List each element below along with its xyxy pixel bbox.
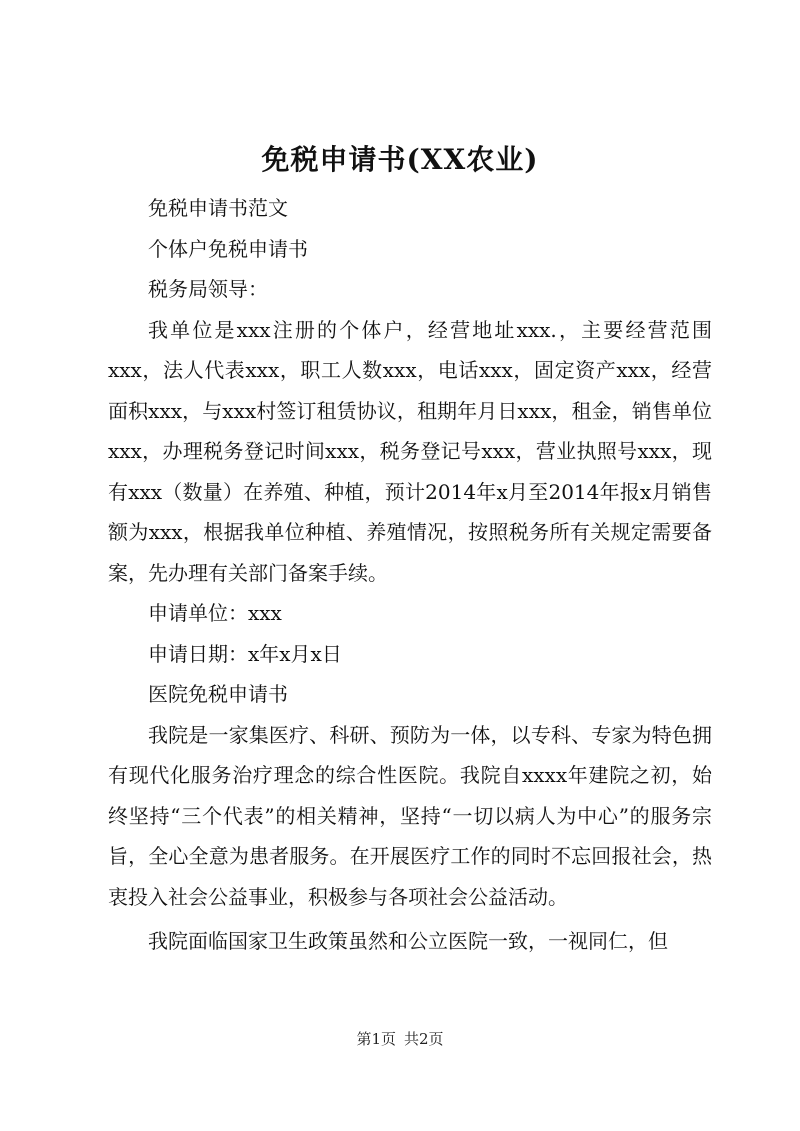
- paragraph-sample-heading: 免税申请书范文: [148, 196, 288, 220]
- document-title: 免税申请书(XX农业): [261, 143, 539, 176]
- paragraph-applicant: 申请单位：xxx: [148, 601, 282, 625]
- paragraph-application-date: 申请日期：x年x月x日: [148, 641, 342, 666]
- paragraph-hospital-heading: 医院免税申请书: [148, 682, 288, 706]
- paragraph-individual-body: 我单位是xxx注册的个体户，经营地址xxx.，主要经营范围xxx，法人代表xxx，职工人数xxx，电话xxx，固定资产xxx，经营面积xxx，与xxx村签订租赁协议，租期年月日xxx，租金，销售单位xxx，办理税务登记时间xxx，税务登记号xxx，营业执照号xxx，现有xxx（数量）在养殖、种植，预计2014年x月至2014年报x月销售额为xxx，根据我单位种植、养殖情况，按照税务所有关规定需要备案，先办理有关部门备案手续。: [108, 317, 712, 585]
- page-footer: [0, 1028, 800, 1050]
- document-body: [108, 188, 712, 962]
- paragraph-individual-heading: 个体户免税申请书: [148, 236, 308, 261]
- page-number: 第1页: [356, 1030, 396, 1048]
- page-total: 共2页: [404, 1030, 444, 1048]
- paragraph-salutation: 税务局领导：: [148, 277, 268, 301]
- paragraph-hospital-policy: 我院面临国家卫生政策虽然和公立医院一致，一视同仁，但: [148, 929, 668, 953]
- paragraph-hospital-body: 我院是一家集医疗、科研、预防为一体，以专科、专家为特色拥有现代化服务治疗理念的综合性医院。我院自xxxx年建院之初，始终坚持“三个代表”的相关精神，坚持“一切以病人为中心”的服务宗旨，全心全意为患者服务。在开展医疗工作的同时不忘回报社会，热衷投入社会公益事业，积极参与各项社会公益活动。: [108, 722, 712, 909]
